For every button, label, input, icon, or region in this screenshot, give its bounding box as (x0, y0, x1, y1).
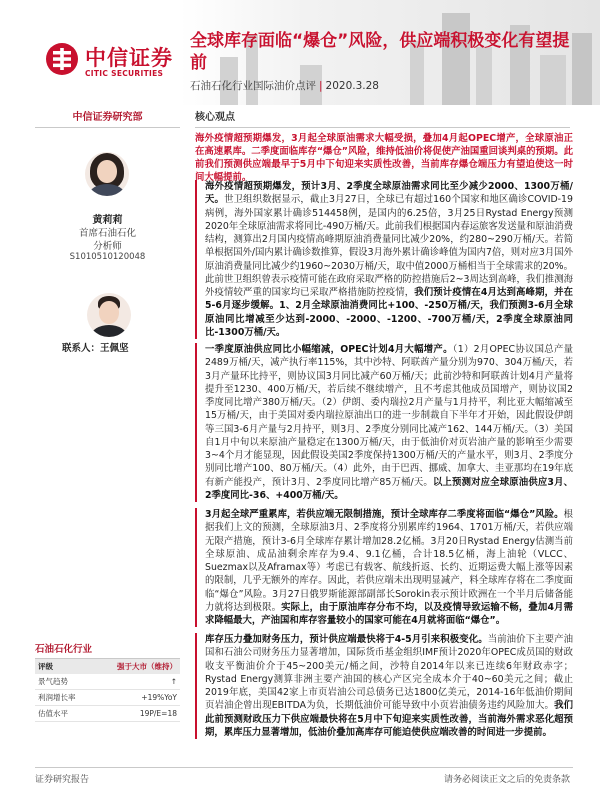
section-demand (195, 180, 573, 339)
table-row (35, 690, 180, 706)
contact-person: 联系人：王佩坚 (62, 343, 129, 354)
section-body: 根据我们上文的预测，全球原油3月、2季度将分别累库约1964、1701万桶/天，若供应端无限产措施，预计3-6月全球库存累计增加28.2亿桶。3月20日Rystad Energy估测当前全球原油、成品油剩余库存为9.4、9.1亿桶，合计18.5亿桶，海上油轮（VLCC、Suezmax以及Aframax等）考虑已有载客、航线折返、长约、近期运费大幅上涨等因素的限制，几乎无额外的库存。因此，若供应端未出现明显减产，料全球库存将在二季度面临“爆仓”风险。3月27日俄罗斯能源部副部长Sorokin表示预计欧洲在一个半月后储备能力就将达到极限。 (205, 509, 573, 613)
section-lead: 海外疫情超预期爆发，预计3月、2季度全球原油需求同比至少减少2000、1300万桶/天。 (205, 181, 573, 206)
industry-rating-table (35, 659, 180, 722)
report-date: 2020.3.28 (325, 80, 379, 92)
section-outlook (195, 633, 573, 739)
core-summary: 海外疫情超预期爆发，3月起全球原油需求大幅受损，叠加4月起OPEC增产，全球原油正在高速累库。二季度面临库存“爆仓”风险，维持低油价将促使产油国重回谈判桌的预期。此前我们预测供应端最早于5月中下旬迎来实质性改善，当前库存爆仓端压力有望迫使这一时间大幅提前。 (195, 133, 573, 184)
analyst-name: 黄莉莉 (92, 215, 123, 226)
core-view-heading: 核心观点 (195, 108, 570, 128)
table-cell-value: 19P/E=18 (93, 706, 180, 722)
section-tail: 我们此前预测财政压力下供应端最快将在5月中下旬迎来实质性改善，当前海外需求恶化超预期，累库压力显著增加，低油价叠加高库存可能迫使供应端改善的时间进一步提前。 (205, 700, 573, 738)
table-header-row (35, 659, 180, 674)
section-body: 当前油价下主要产油国和石油公司财务压力显著增加，国际货币基金组织IMF预计2020年OPEC成员国的财政收支平衡油价介于45~200美元/桶之间，沙特自2014年以来已连续6年财政赤字；Rystad Energy测算非洲主要产油国的核心产区完全成本介于40~60美元之间；截止2019年底，美国42家上市页岩油公司总债务已达1800亿美元，2014-16年低油价期间页岩油企曾出现EBITDA为负，长期低油价可能导致中小页岩油债务违约风险加大。 (205, 634, 573, 712)
industry-heading: 石油石化行业 (35, 641, 180, 659)
footer-report-label: 证券研究报告 (35, 775, 90, 785)
analyst-avatar (85, 152, 129, 196)
section-supply (195, 343, 573, 502)
logo-english-text: CITIC SECURITIES (85, 69, 164, 78)
section-tail: 以上预测对应全球原油供应3月、2季度同比-36、+400万桶/天。 (205, 476, 573, 501)
analyst-title-line1: 首席石油石化 (78, 228, 136, 239)
table-cell-label: 利润增长率 (35, 690, 93, 706)
report-subtitle (190, 78, 379, 93)
logo-chinese-text: 中信证券 (85, 46, 173, 70)
section-tail: 实际上，由于原油库存分布不均，以及疫情导致运输不畅，叠加4月需求降幅最大，产油国和库存容量较小的国家可能在4月就将面临“爆仓”。 (205, 601, 573, 626)
footer-disclaimer: 请务必阅读正文之后的免责条款 (443, 775, 570, 785)
citic-logo-icon (45, 42, 79, 76)
rating-value: 强于大市（维持） (93, 659, 180, 674)
section-body: （1）2月OPEC协议国总产量2489万桶/天，减产执行率115%，其中沙特、阿联酋产量分别为970、304万桶/天，若3月产量环比持平，则协议国3月同比减产60万桶/天；此前沙特和阿联酋计划4月产量将提升至1230、400万桶/天，若后续不继续增产，且不考虑其他成员国增产，则协议国2季度同比增产380万桶/天。（2）伊朗、委内瑞拉2月产量与1月持平，利比亚大幅缩减至15万桶/天，由于美国对委内瑞拉原油出口的进一步制裁自下半年才开始，因此假设伊朗等三国3-6月产量与2月持平，则3月、2季度分别同比减产162、144万桶/天。（3）美国自1月中旬以来原油产量稳定在1300万桶/天，由于低油价对页岩油产量的影响至少需要3~4个月才能显现，因此假设美国2季度保持1300万桶/天的产量水平，则3月、2季度分别同比增产100、80万桶/天。（4）此外，由于巴西、挪威、加拿大、圭亚那均在19年底有新产能投产，预计3月、2季度同比增产85万桶/天。 (205, 344, 573, 488)
analyst-title-line2: 分析师 (93, 241, 122, 252)
analyst-license-id: S1010510120048 (69, 252, 146, 262)
table-cell-value: ↑ (93, 674, 180, 690)
table-cell-label: 景气趋势 (35, 674, 93, 690)
section-tail: 我们预计疫情在4月达到高峰期，并在5-6月逐步缓解。1、2月全球原油消费同比+100、-250万桶/天，我们预测3-6月全球原油同比增减至少达到-2000、-2000、-1200、-700万桶/天，2季度全球原油同比-1300万桶/天。 (205, 287, 573, 338)
table-row (35, 706, 180, 722)
contact-avatar (87, 293, 131, 337)
section-inventory (195, 508, 573, 627)
table-cell-label: 估值水平 (35, 706, 93, 722)
section-lead: 库存压力叠加财务压力，预计供应端最快将于4-5月引来积极变化。 (205, 634, 488, 645)
table-cell-value: +19%YoY (93, 690, 180, 706)
report-title: 全球库存面临“爆仓”风险，供应端积极变化有望提前 (190, 31, 570, 73)
section-lead: 一季度原油供应同比小幅缩减，OPEC计划4月大幅增产。 (205, 344, 453, 355)
research-dept-heading: 中信证券研究部 (35, 108, 180, 128)
footer-divider (35, 767, 573, 768)
table-header-cell: 评级 (35, 659, 93, 674)
report-header (0, 0, 600, 112)
section-lead: 3月起全球严重累库，若供应端无限制措施，预计全球库存二季度将面临“爆仓”风险。 (205, 509, 564, 520)
report-type: 石油石化行业国际油价点评 (190, 80, 316, 92)
table-row (35, 674, 180, 690)
section-body: 世卫组织数据显示，截止3月27日，全球已有超过160个国家和地区确诊COVID-19病例，海外国家累计确诊514458例，是国内的6.25倍，3月25日Rystad Energy预测2020年全球原油需求将同比-490万桶/天。此前我们根据国内春运旅客发送量和原油消费结构，测算出2月国内疫情高峰期原油消费量同比减少20%，约280~290万桶/天。若简单根据国外/国内累计确诊数推算，假设3月海外累计确诊峰值为国内7倍，则对应3月国外原油消费量同比减少约1960~2030万桶/天，取中值2000万桶相当于全球需求的20%。此前世卫组织曾表示疫情可能在政府采取严格的防控措施后2~3周达到高峰，我们推测海外疫情较严重的国家均已采取严格措施防控疫情， (205, 194, 573, 298)
subtitle-separator: | (319, 80, 323, 92)
citic-logo (45, 40, 185, 90)
